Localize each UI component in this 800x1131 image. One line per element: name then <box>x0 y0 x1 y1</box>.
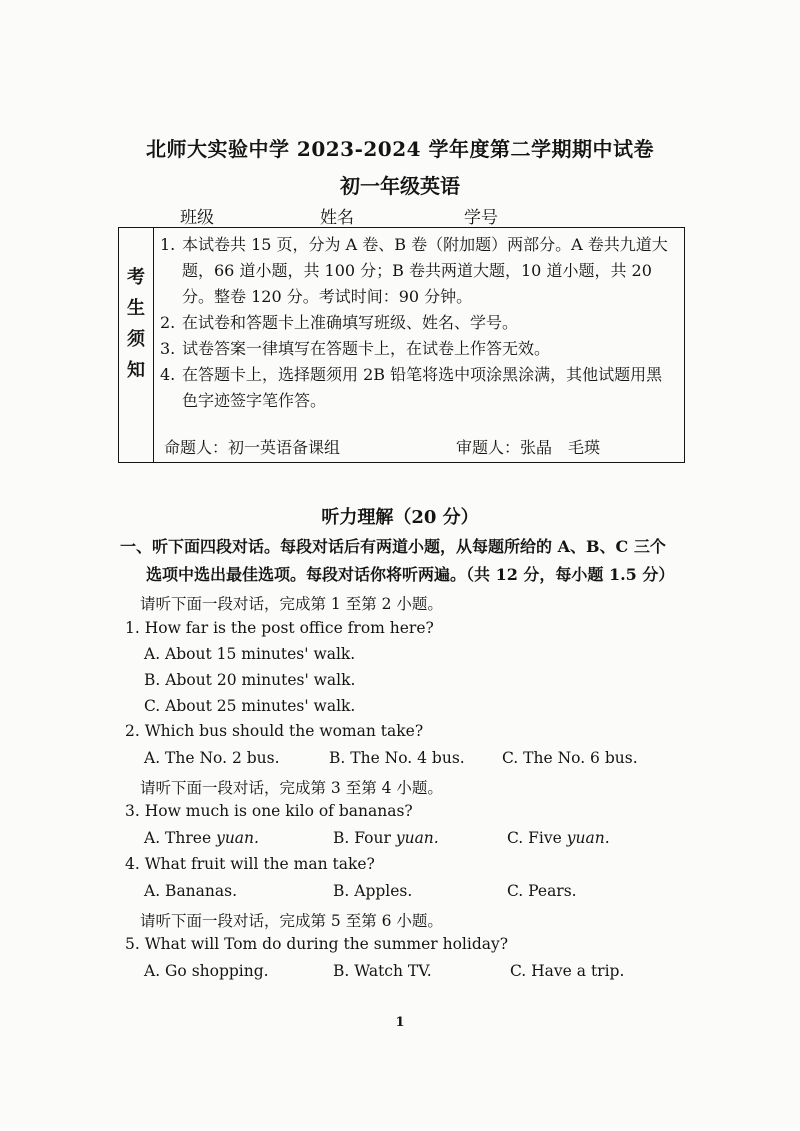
question-stem: 2. Which bus should the woman take? <box>125 722 424 740</box>
notice-item <box>160 310 678 336</box>
question-stem: 3. How much is one kilo of bananas? <box>125 802 413 820</box>
notice-body <box>154 228 684 462</box>
name-label: 姓名 <box>320 208 354 228</box>
class-blank <box>214 211 306 228</box>
notice-item-text: 本试卷共 15 页，分为 A 卷、B 卷（附加题）两部分。A 卷共九道大题，66 道小题，共 100 分；B 卷共两道大题，10 道小题，共 20 分。整卷 120 分。考试时间：90 分钟。 <box>182 235 668 306</box>
class-label: 班级 <box>180 208 214 228</box>
notice-item <box>160 232 678 310</box>
instruction-line: 一、听下面四段对话。每段对话后有两道小题，从每题所给的 A、B、C 三个 <box>120 537 666 556</box>
option: C. Pears. <box>507 882 577 900</box>
notice-item-text: 在答题卡上，选择题须用 2B 铅笔将选中项涂黑涂满，其他试题用黑色字迹签字笔作答。 <box>182 365 663 410</box>
notice-item-number: 4. <box>160 365 176 384</box>
notice-label-char: 知 <box>127 360 145 381</box>
page-number: 1 <box>395 1015 405 1030</box>
notice-item-number: 3. <box>160 339 176 358</box>
section-title: 听力理解（20 分） <box>321 507 479 528</box>
option: B. Watch TV. <box>333 962 432 980</box>
exam-subtitle: 初一年级英语 <box>340 174 460 198</box>
author-row <box>164 435 684 458</box>
option <box>507 829 610 847</box>
direction-text: 请听下面一段对话，完成第 5 至第 6 小题。 <box>140 912 443 930</box>
notice-item-text: 试卷答案一律填写在答题卡上，在试卷上作答无效。 <box>182 339 551 358</box>
option: C. The No. 6 bus. <box>502 749 638 767</box>
option: C. Have a trip. <box>510 962 625 980</box>
option: C. About 25 minutes' walk. <box>144 697 356 715</box>
notice-item <box>160 362 678 414</box>
question-stem: 1. How far is the post office from here? <box>125 619 434 637</box>
option-text: B. Four <box>333 829 391 847</box>
notice-item <box>160 336 678 362</box>
option-text: C. Five <box>507 829 562 847</box>
question-stem: 5. What will Tom do during the summer holiday? <box>125 935 509 953</box>
option-unit: yuan. <box>566 829 610 847</box>
instruction-line: 选项中选出最佳选项。每段对话你将听两遍。（共 12 分，每小题 1.5 分） <box>146 565 675 584</box>
notice-label-char: 生 <box>127 298 145 319</box>
option <box>144 829 259 847</box>
option <box>333 829 439 847</box>
author-text: 命题人：初一英语备课组 <box>164 438 341 457</box>
option: B. The No. 4 bus. <box>329 749 465 767</box>
question-stem: 4. What fruit will the man take? <box>125 855 375 873</box>
option: A. Go shopping. <box>144 962 269 980</box>
section-instruction <box>120 533 700 589</box>
option: B. About 20 minutes' walk. <box>144 671 356 689</box>
option-unit: yuan. <box>395 829 439 847</box>
exam-notice-box <box>118 227 685 463</box>
name-blank <box>354 211 450 228</box>
notice-item-number: 2. <box>160 313 176 332</box>
exam-title: 北师大实验中学 2023-2024 学年度第二学期期中试卷 <box>145 137 655 161</box>
id-blank <box>498 211 598 228</box>
option: A. About 15 minutes' walk. <box>144 645 356 663</box>
notice-item-number: 1. <box>160 235 176 254</box>
notice-label-char: 须 <box>127 329 145 350</box>
option-unit: yuan. <box>216 829 259 847</box>
option-text: A. Three <box>144 829 212 847</box>
id-label: 学号 <box>464 208 498 228</box>
student-info-line <box>180 203 612 228</box>
direction-text: 请听下面一段对话，完成第 3 至第 4 小题。 <box>140 779 443 797</box>
option: B. Apples. <box>333 882 413 900</box>
notice-label <box>119 228 154 462</box>
option: A. Bananas. <box>144 882 238 900</box>
notice-item-text: 在试卷和答题卡上准确填写班级、姓名、学号。 <box>182 313 519 332</box>
option: A. The No. 2 bus. <box>144 749 280 767</box>
direction-text: 请听下面一段对话，完成第 1 至第 2 小题。 <box>140 595 443 613</box>
notice-label-char: 考 <box>127 267 145 288</box>
reviewer-text: 审题人：张晶 毛瑛 <box>456 438 601 457</box>
